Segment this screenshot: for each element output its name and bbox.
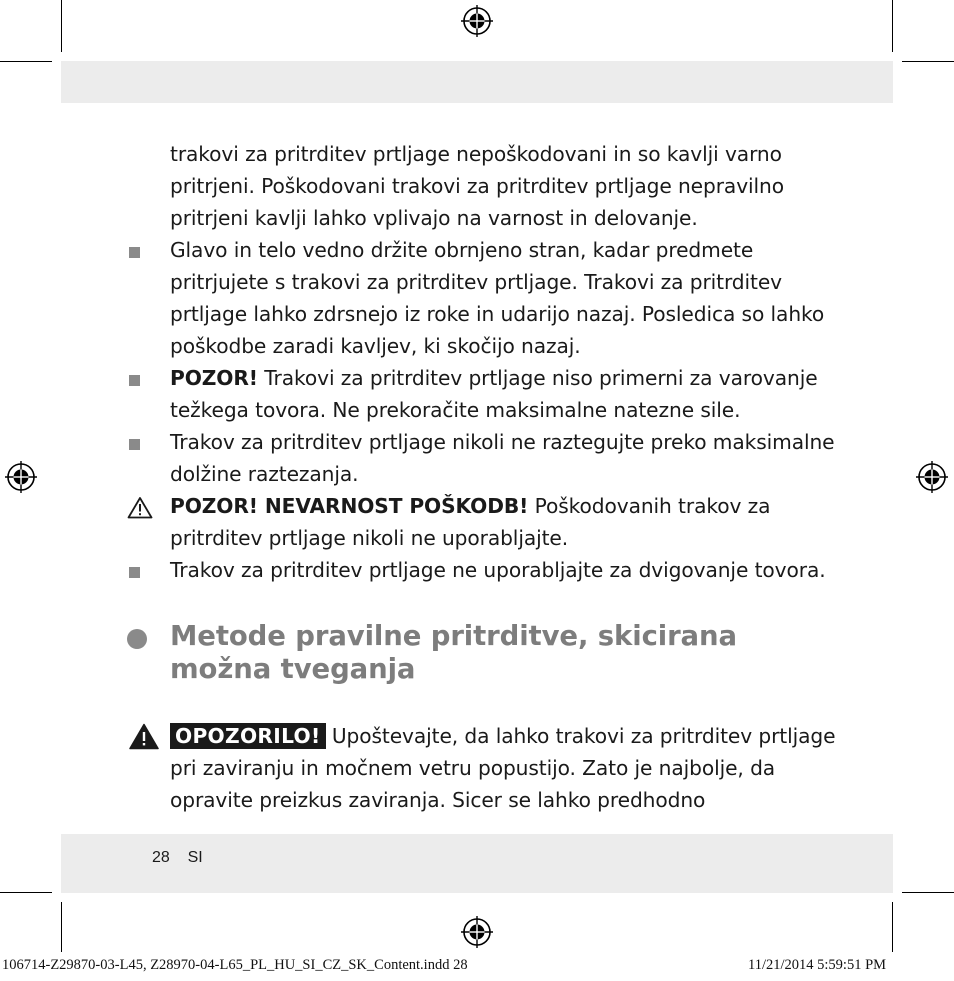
list-item-text: Trakovi za pritrditev prtljage niso primerni za varovanje težkega tovora. Ne prekoračite maksimalne natezne sile.: [170, 366, 818, 422]
warning-label: OPOZORILO!: [170, 723, 326, 749]
main-content: [127, 138, 847, 816]
paragraph-text: trakovi za pritrditev prtljage nepoškodovani in so kavlji varno pritrjeni. Poškodovani trakovi za pritrditev prtljage nepravilno pritrjeni kavlji lahko vplivajo na varnost in delovanje.: [170, 142, 784, 230]
page-number: [152, 849, 203, 867]
section-heading-text: Metode pravilne pritrditve, skicirana možna tveganja: [170, 620, 737, 685]
list-item-text: Trakov za pritrditev prtljage nikoli ne raztegujte preko maksimalne dolžine raztezanja.: [170, 430, 835, 486]
square-bullet-icon: [129, 439, 140, 450]
section-heading: [127, 620, 847, 686]
page-language: SI: [187, 849, 203, 866]
list-item: [127, 234, 847, 362]
square-bullet-icon: [129, 375, 140, 386]
square-bullet-icon: [129, 567, 140, 578]
registration-mark-icon: [460, 915, 494, 949]
crop-mark: [902, 892, 954, 893]
caution-label: POZOR!: [170, 366, 258, 390]
filled-warning-icon: [129, 723, 159, 750]
crop-mark: [61, 0, 62, 52]
registration-mark-icon: [460, 4, 494, 38]
crop-mark: [61, 902, 62, 952]
list-item: [127, 554, 847, 586]
list-item-text: Trakov za pritrditev prtljage ne uporabljajte za dvigovanje tovora.: [170, 558, 826, 582]
list-item: [127, 362, 847, 426]
caution-label: POZOR! NEVARNOST POŠKODB!: [170, 494, 529, 518]
warning-triangle-icon: [127, 496, 153, 519]
list-item: [127, 426, 847, 490]
warning-text: Upoštevajte, da lahko trakovi za pritrditev prtljage pri zaviranju in močnem vetru popustijo. Zato je najbolje, da opravite preizkus zaviranja. Sicer se lahko predhodno: [170, 724, 836, 812]
header-band: [61, 61, 893, 103]
warning-block: [127, 720, 847, 816]
paragraph-continued: [127, 138, 847, 234]
crop-mark: [0, 61, 52, 62]
crop-mark: [892, 902, 893, 952]
crop-mark: [902, 61, 954, 62]
caution-item: [127, 490, 847, 554]
warning-paragraph: [127, 720, 847, 816]
crop-mark: [0, 892, 52, 893]
footer-filename: 106714-Z29870-03-L45, Z28970-04-L65_PL_HU_SI_CZ_SK_Content.indd 28: [2, 957, 468, 973]
square-bullet-icon: [129, 247, 140, 258]
crop-mark: [892, 0, 893, 52]
caution-text: Poškodovanih trakov za pritrditev prtljage nikoli ne uporabljajte.: [170, 494, 771, 550]
registration-mark-icon: [915, 460, 949, 494]
footer-date: 11/21/2014 5:59:51 PM: [748, 957, 887, 973]
round-bullet-icon: [127, 629, 147, 649]
list-item-text: Glavo in telo vedno držite obrnjeno stran, kadar predmete pritrjujete s trakovi za pritrditev prtljage. Trakovi za pritrditev prtljage lahko zdrsnejo iz roke in udarijo nazaj. Posledica so lahko poškodbe zaradi kavljev, ki skočijo nazaj.: [170, 238, 825, 358]
page-number-value: 28: [152, 849, 170, 866]
registration-mark-icon: [4, 460, 38, 494]
